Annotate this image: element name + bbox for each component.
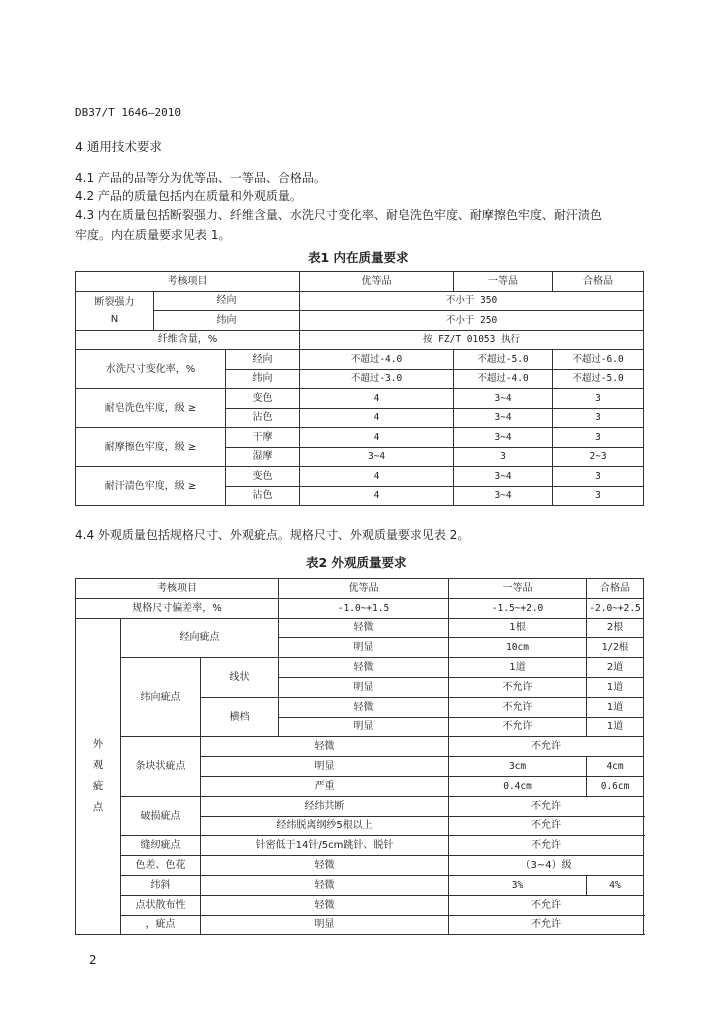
- paragraph-4-1: 4.1 产品的品等分为优等品、一等品、合格品。: [75, 171, 326, 185]
- table-cell: ，疵点: [121, 915, 201, 935]
- table-cell: -2.0~+2.5: [587, 598, 644, 618]
- table-cell: 不允许: [449, 816, 644, 836]
- table-cell: 条块状疵点: [121, 737, 201, 796]
- table-cell: 纬向疵点: [121, 658, 201, 737]
- table-cell: 10cm: [449, 638, 587, 658]
- table-cell: 1道: [449, 658, 587, 678]
- table1-caption: 表1 内在质量要求: [308, 250, 409, 265]
- value-cell: 4: [300, 428, 454, 448]
- table-cell: 明显: [279, 717, 449, 737]
- value-cell: 不超过-3.0: [300, 369, 454, 389]
- table-cell: 轻微: [201, 895, 449, 915]
- table-cell: 纬斜: [121, 875, 201, 895]
- table-cell: 严重: [201, 776, 449, 796]
- label-cell: 沾色: [226, 486, 300, 506]
- table-row: [76, 330, 644, 350]
- table-cell: 1道: [587, 717, 644, 737]
- table-row: [76, 915, 644, 935]
- table-cell: 2根: [587, 618, 644, 638]
- label-cell: 湿摩: [226, 447, 300, 467]
- table-cell: 轻微: [201, 737, 449, 757]
- table-cell: 不允许: [449, 737, 644, 757]
- value-cell: 3~4: [454, 389, 553, 409]
- table2-caption: 表2 外观质量要求: [306, 555, 407, 570]
- table-cell: 0.6cm: [587, 776, 644, 796]
- table-row: [76, 467, 644, 487]
- label-cell: 水洗尺寸变化率，%: [76, 350, 226, 389]
- label-cell: 纬向: [226, 369, 300, 389]
- table-cell: 不允许: [449, 717, 587, 737]
- table-cell: 1根: [449, 618, 587, 638]
- label-cell: 变色: [226, 389, 300, 409]
- header-cell: 优等品: [300, 272, 454, 292]
- table-cell: 轻微: [279, 658, 449, 678]
- value-cell: 不小于 250: [300, 311, 644, 331]
- table-cell: 4%: [587, 875, 644, 895]
- table-cell: 轻微: [201, 856, 449, 876]
- value-cell: 不超过-6.0: [553, 350, 644, 370]
- table-cell: 考核项目: [76, 579, 279, 599]
- table-cell: 一等品: [449, 579, 587, 599]
- value-cell: 3~4: [454, 428, 553, 448]
- label-cell: 断裂强力 N: [76, 291, 154, 330]
- table-cell: 经向疵点: [121, 618, 279, 658]
- table-row: [76, 428, 644, 448]
- table-cell: 点状散布性: [121, 895, 201, 915]
- value-cell: 4: [300, 467, 454, 487]
- value-cell: 4: [300, 486, 454, 506]
- table-internal-quality: [75, 271, 644, 506]
- table-cell: 1道: [587, 677, 644, 697]
- table-cell: 色差、色花: [121, 856, 201, 876]
- table-cell: 轻微: [201, 875, 449, 895]
- table-row: [76, 836, 644, 856]
- value-cell: 不超过-4.0: [300, 350, 454, 370]
- header-cell: 一等品: [454, 272, 553, 292]
- table-cell: （3~4）级: [449, 856, 644, 876]
- value-cell: 3: [553, 428, 644, 448]
- label-cell: 耐皂洗色牢度，级 ≥: [76, 389, 226, 428]
- table-row: [76, 291, 644, 311]
- table-appearance-quality: [75, 578, 644, 935]
- value-cell: 3~4: [454, 408, 553, 428]
- table-cell: 2道: [587, 658, 644, 678]
- value-cell: 4: [300, 408, 454, 428]
- table-row: [76, 579, 644, 599]
- table-cell: 不允许: [449, 915, 644, 935]
- table-cell: 3%: [449, 875, 587, 895]
- table-cell: 缝纫疵点: [121, 836, 201, 856]
- paragraph-4-3-cont: 牢度。内在质量要求见表 1。: [75, 228, 231, 242]
- table-cell: -1.0~+1.5: [279, 598, 449, 618]
- table-cell: 不允许: [449, 697, 587, 717]
- table-row: [76, 272, 644, 292]
- value-cell: 3: [553, 467, 644, 487]
- doc-code: DB37/T 1646—2010: [75, 106, 181, 119]
- label-cell: 耐汗渍色牢度，级 ≥: [76, 467, 226, 506]
- paragraph-4-3: 4.3 内在质量包括断裂强力、纤维含量、水洗尺寸变化率、耐皂洗色牢度、耐摩擦色牢度、耐汗渍色: [75, 208, 602, 222]
- table-cell: 规格尺寸偏差率，%: [76, 598, 279, 618]
- value-cell: 3: [454, 447, 553, 467]
- table-cell: 4cm: [587, 757, 644, 777]
- table-row: [76, 598, 644, 618]
- table-cell: -1.5~+2.0: [449, 598, 587, 618]
- value-cell: 3~4: [454, 467, 553, 487]
- section-title: 4 通用技术要求: [75, 139, 162, 154]
- value-cell: 不超过-5.0: [454, 350, 553, 370]
- table-cell: 1道: [587, 697, 644, 717]
- table-cell: 横档: [201, 697, 279, 737]
- label-cell: 沾色: [226, 408, 300, 428]
- table-cell: 优等品: [279, 579, 449, 599]
- table-cell: 不允许: [449, 895, 644, 915]
- table-row: [76, 856, 644, 876]
- label-cell: 纤维含量，%: [76, 330, 300, 350]
- label-cell: 经向: [226, 350, 300, 370]
- header-cell: 合格品: [553, 272, 644, 292]
- table-row: [76, 796, 644, 816]
- table-cell: 轻微: [279, 697, 449, 717]
- table-cell: 合格品: [587, 579, 644, 599]
- table-row: [76, 737, 644, 757]
- table-cell: 不允许: [449, 796, 644, 816]
- table-cell: 不允许: [449, 836, 644, 856]
- table-row: [76, 389, 644, 409]
- table-cell: 轻微: [279, 618, 449, 638]
- table-cell: 明显: [279, 638, 449, 658]
- table-cell: 不允许: [449, 677, 587, 697]
- value-cell: 3: [553, 486, 644, 506]
- table-cell: 0.4cm: [449, 776, 587, 796]
- table-cell: 针密低于14针/5cm跳针、脱针: [201, 836, 449, 856]
- label-cell: 干摩: [226, 428, 300, 448]
- label-cell: 经向: [154, 291, 300, 311]
- table-cell: 线状: [201, 658, 279, 698]
- value-cell: 不小于 350: [300, 291, 644, 311]
- table-cell: 经纬共断: [201, 796, 449, 816]
- page-number: 2: [89, 953, 97, 967]
- value-cell: 2~3: [553, 447, 644, 467]
- table-row: [76, 618, 644, 638]
- value-cell: 不超过-4.0: [454, 369, 553, 389]
- value-cell: 3~4: [300, 447, 454, 467]
- paragraph-4-4: 4.4 外观质量包括规格尺寸、外观疵点。规格尺寸、外观质量要求见表 2。: [75, 528, 470, 542]
- value-cell: 4: [300, 389, 454, 409]
- paragraph-4-2: 4.2 产品的质量包括内在质量和外观质量。: [75, 189, 302, 203]
- table-row: [76, 895, 644, 915]
- value-cell: 按 FZ/T 01053 执行: [300, 330, 644, 350]
- value-cell: 3: [553, 408, 644, 428]
- label-cell: 变色: [226, 467, 300, 487]
- table-cell: 明显: [279, 677, 449, 697]
- table-cell: 明显: [201, 757, 449, 777]
- value-cell: 3: [553, 389, 644, 409]
- table-cell: 破损疵点: [121, 796, 201, 836]
- table-row: [76, 658, 644, 678]
- header-cell: 考核项目: [76, 272, 300, 292]
- table-row: [76, 875, 644, 895]
- label-cell: 耐摩擦色牢度，级 ≥: [76, 428, 226, 467]
- value-cell: 3~4: [454, 486, 553, 506]
- table-row: [76, 311, 644, 331]
- table-cell: 1/2根: [587, 638, 644, 658]
- table-cell: 外 观 疵 点: [76, 618, 121, 935]
- table-cell: 明显: [201, 915, 449, 935]
- value-cell: 不超过-5.0: [553, 369, 644, 389]
- label-cell: 纬向: [154, 311, 300, 331]
- table-cell: 经纬脱离纲纱5根以上: [201, 816, 449, 836]
- table-row: [76, 350, 644, 370]
- table-cell: 3cm: [449, 757, 587, 777]
